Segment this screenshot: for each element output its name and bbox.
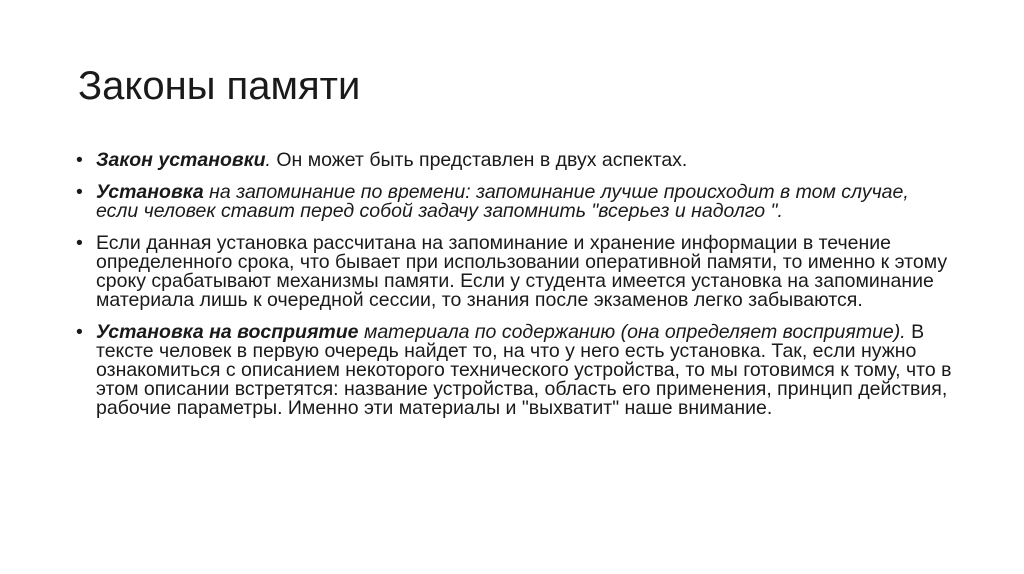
slide-title: Законы памяти [78,64,361,108]
bullet-text: В тексте человек в первую очередь найдет то, на что у него есть установка. Так, если нужно ознакомиться с описанием некоторого технического устройства, то мы готовимся к тому, что в этом описании встретятся: название устройства, область его применения, принцип действия, рабочие параметры. Именно эти материалы и "выхватит" наше внимание. [96,321,952,419]
bullet-item [74,183,954,221]
bullet-lead: Закон установки [96,149,266,171]
bullet-list [74,151,954,431]
bullet-dot-icon: • [76,181,83,203]
bullet-lead: Установка [96,181,204,203]
bullet-dot-icon: • [76,321,83,343]
bullet-item [74,323,954,418]
bullet-italic-text: материала по содержанию (она определяет восприятие). [358,321,906,343]
bullet-dot-icon: • [76,232,83,254]
bullet-text: Если данная установка рассчитана на запоминание и хранение информации в течение определенного срока, что бывает при использовании оперативной памяти, то именно к этому сроку срабатывают механизмы памяти. Если у студента имеется установка на запоминание материала лишь к очередной сессии, то знания после экзаменов легко забываются. [96,232,948,311]
bullet-italic-text: на запоминание по времени: запоминание лучше происходит в том случае, если человек ставит перед собой задачу запомнить "всерьез и надолго ". [96,181,909,222]
bullet-dot-icon: • [76,149,83,171]
bullet-item [74,151,954,170]
bullet-item [74,234,954,310]
bullet-lead: Установка на восприятие [96,321,359,343]
bullet-text: Он может быть представлен в двух аспектах. [270,149,688,171]
bullet-italic-text: . [265,149,271,171]
